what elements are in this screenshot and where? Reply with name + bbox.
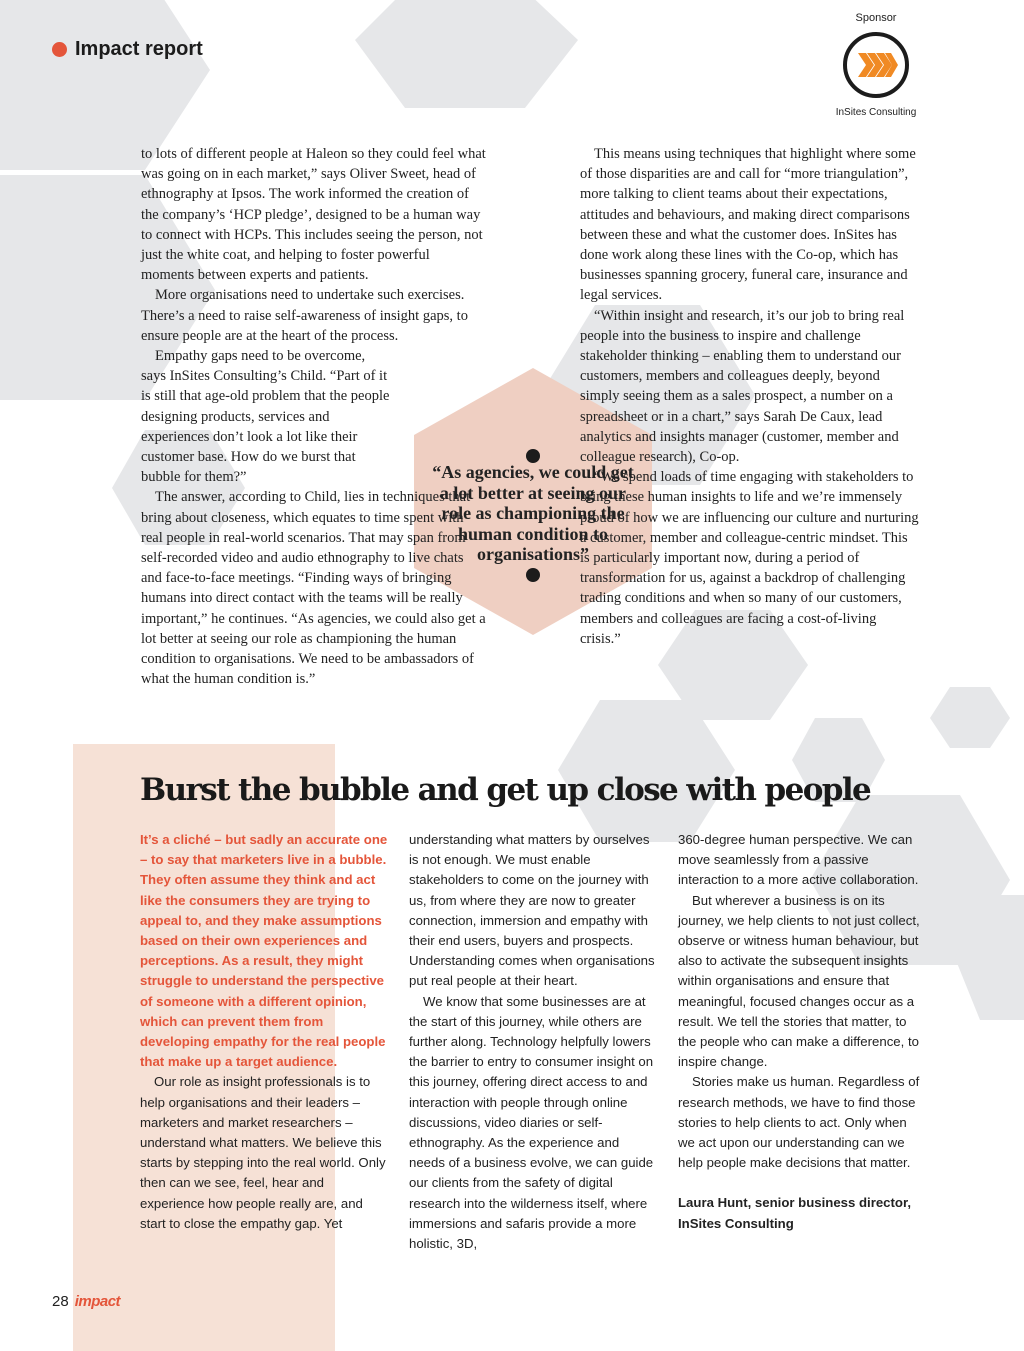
bg-hexagon	[355, 0, 578, 108]
sponsored-byline: Laura Hunt, senior business director, InSites Consulting	[678, 1195, 912, 1231]
pull-quote: “As agencies, we could get a lot better at seeing our role as championing the human condition to organisations”	[432, 462, 634, 564]
article-paragraph: This means using techniques that highlight where some of those disparities are and call for “more triangulation”, more talking to client teams about their expectations, attitudes and behaviours, and making direct comparisons between these and what the customer does. InSites has done work along these lines with the Co-op, which has businesses spanning grocery, funeral care, insurance and legal services.	[580, 146, 916, 304]
sponsored-paragraph: 360-degree human perspective. We can move seamlessly from a passive interaction to a more active collaboration.	[678, 832, 919, 888]
pull-quote-top-dot	[526, 449, 540, 463]
bg-hexagon	[558, 700, 735, 842]
article-paragraph	[141, 487, 486, 689]
sponsor-label: Sponsor	[855, 12, 897, 24]
page-number: 28	[52, 1293, 69, 1310]
sponsored-lead-paragraph: It’s a cliché – but sadly an accurate one – to say that marketers live in a bubble. They often assume they think and act like the consumers they are trying to appeal to, and they make assumptions based on their own experiences and perceptions. As a result, they might struggle to understand the perspective of someone with a different opinion, which can prevent them from developing empathy for the real people that make up a target audience.	[140, 832, 388, 1070]
footer-brand-logo: impact	[74, 1293, 121, 1310]
article-left-column	[141, 144, 486, 689]
sponsored-paragraph: But wherever a business is on its journey, we help clients to not just collect, observe or witness human behaviour, but also to activate the subsequent insights within organisations and ensure that meaningful, focused changes occur as a result. We tell the stories that matter, to the people who can make a difference, to inspire change.	[678, 892, 920, 1070]
pull-quote-bottom-dot	[526, 568, 540, 582]
sponsored-paragraph: Our role as insight professionals is to help organisations and their leaders – marketers and market researchers – understand what matters. We believe this starts by stepping into the real world. Only then can we see, feel, hear and experience how people really are, and start to close the empathy gap. Yet	[140, 1074, 386, 1231]
article-paragraph: “Within insight and research, it’s our job to bring real people into the business to inspire and challenge stakeholder thinking – enabling them to understand our customers, members and colleagues deeply, beyond simply seeing them as a sales prospect, a number on a spreadsheet or in a chart,” says Sarah De Caux, lead analytics and insights manager (customer, member and colleague research), Co-op.	[580, 307, 905, 466]
section-title: Impact report	[75, 38, 203, 60]
article-paragraph: More organisations need to undertake such exercises. There’s a need to raise self-awareness of insight gaps, to ensure people are at the heart of the process.	[141, 287, 468, 344]
page-footer	[52, 1293, 120, 1310]
article-right-column	[580, 144, 920, 649]
sponsor-block	[820, 12, 932, 118]
sponsor-name: InSites Consulting	[835, 107, 917, 118]
sponsored-paragraph: We know that some businesses are at the start of this journey, while others are further along. Technology helpfully lowers the barrier to entry to consumer insight on this journey, offering direct access to and interaction with people through online discussions, video diaries or self-ethnography. As the experience and needs of a business evolve, we can guide our clients from the safety of digital research into the wilderness itself, where immersions and safaris provide a more holistic, 3D,	[409, 993, 654, 1252]
bg-hexagon	[930, 687, 1010, 748]
article-paragraph: to lots of different people at Haleon so they could feel what was going on in each market,” says Oliver Sweet, head of ethnography at Ipsos. The work informed the creation of the company’s ‘HCP pledge’, designed to be a human way to connect with HCPs. This includes seeing the person, not just the white coat, and helping to foster powerful moments between experts and patients.	[141, 146, 486, 284]
sponsored-headline: Burst the bubble and get up close with people	[140, 772, 871, 808]
section-dot-icon	[52, 42, 67, 57]
sponsored-paragraph: Stories make us human. Regardless of research methods, we have to find those stories to help clients to act. Only when we act upon our understanding can we help people make decisions that matter.	[678, 1074, 920, 1171]
sponsored-column-2	[409, 830, 655, 1254]
insites-logo-icon	[841, 30, 911, 100]
article-paragraph: Empathy gaps need to be overcome, says InSites Consulting’s Child. “Part of it is still that age-old problem that the people designing products, services and experiences don’t look a lot like their customer base. How do we burst that bubble for them?”	[141, 348, 390, 486]
section-label	[52, 38, 203, 61]
sponsored-column-1	[140, 830, 388, 1234]
article-paragraph: “We spend loads of time engaging with stakeholders to bring these human insights to life and we’re immensely proud of how we are influencing our culture and nurturing a customer, member and colleague-centric mindset. This is particularly important now, during a period of transformation for us, against a backdrop of challenging trading conditions and when so many of our customers, members and colleagues are facing a cost-of-living crisis.”	[580, 469, 919, 647]
sponsored-paragraph: understanding what matters by ourselves is not enough. We must enable stakeholders to come on the journey with us, from where they are now to greater connection, immersion and empathy with their end users, buyers and prospects. Understanding comes when organisations put real people at their heart.	[409, 832, 655, 989]
article-paragraph-text: The answer, according to Child, lies in techniques that bring about closeness, which equates to time spent with real people in real-world scenarios. That may span from self-recorded video and audio ethnography to live chats and face-to-face meetings. “Finding ways of bringing humans into direct contact with the teams will be really important,” he continues. “As agencies, we could also get a lot better at seeing our role as championing the human condition to organisations. We need to be ambassadors of what the human condition is.”	[141, 489, 486, 688]
sponsored-column-3	[678, 830, 924, 1234]
